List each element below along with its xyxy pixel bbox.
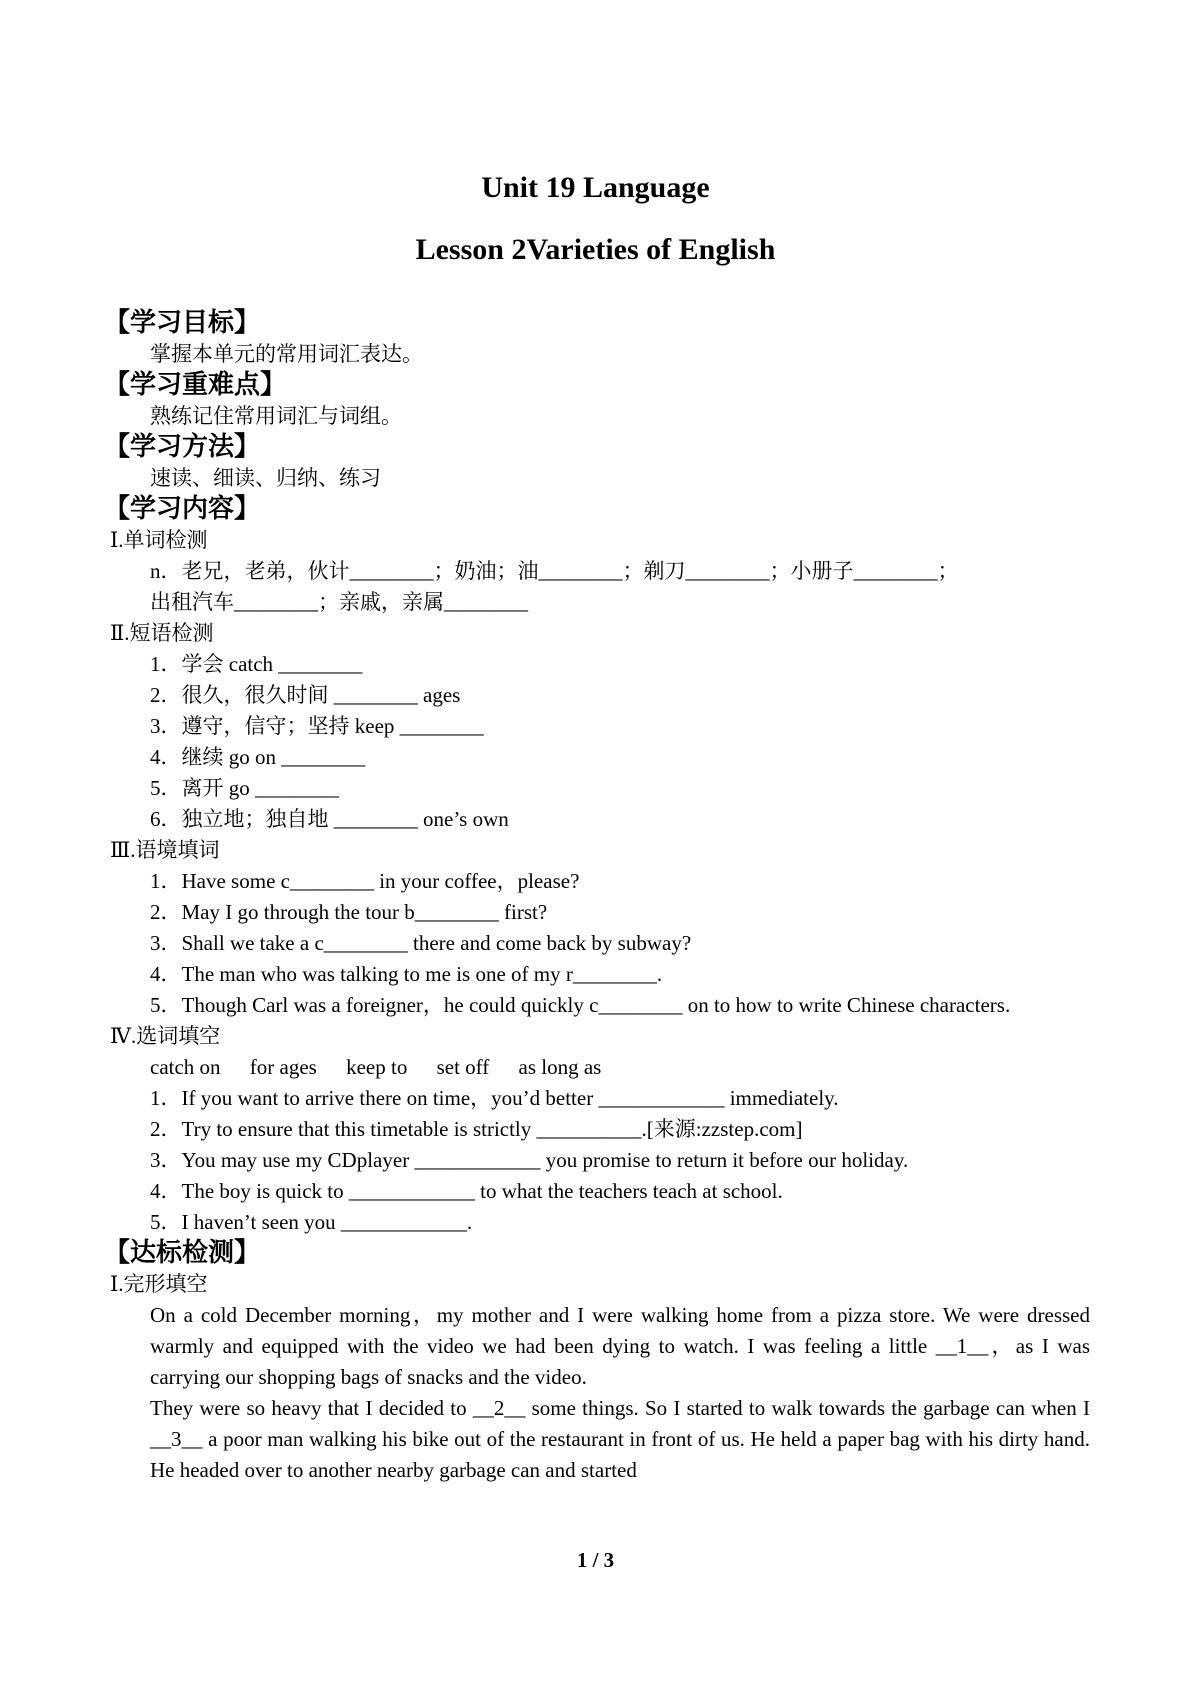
objectives-heading: 【学习目标】 [104,308,261,338]
vocab-line-1: n．老兄，老弟，伙计________；奶油；油________；剃刀________；小册子________； [150,559,959,583]
context-item: 1．Have some c________ in your coffee，please? [150,869,580,893]
vocab-line-2: 出租汽车________；亲戚，亲属________ [150,590,528,614]
objectives-text: 掌握本单元的常用词汇表达。 [150,342,423,366]
phrase-item: 3．遵守，信守；坚持 keep ________ [150,714,484,738]
word-option: for ages [249,1055,317,1079]
fill-item: 3．You may use my CDplayer ____________ you promise to return it before our holiday. [150,1148,909,1172]
context-item: 4．The man who was talking to me is one of my r________. [150,962,663,986]
key-points-heading: 【学习重难点】 [104,370,287,400]
lesson-title: Lesson 2Varieties of English [415,233,776,266]
fill-item: 1．If you want to arrive there on time，you’d better ____________ immediately. [150,1086,839,1110]
context-item: 5．Though Carl was a foreigner，he could quickly c________ on to how to write Chinese characters. [150,993,1011,1017]
section5-label: Ⅰ.完形填空 [110,1272,208,1296]
key-points-text: 熟练记住常用词汇与词组。 [150,404,402,428]
context-item: 2．May I go through the tour b________ first? [150,900,548,924]
phrase-item: 5．离开 go ________ [150,776,339,800]
assessment-heading: 【达标检测】 [104,1238,261,1268]
section2-label: Ⅱ.短语检测 [110,621,214,645]
word-option: as long as [518,1055,602,1079]
word-option: set off [436,1055,490,1079]
phrase-item: 4．继续 go on ________ [150,745,366,769]
section3-label: Ⅲ.语境填词 [110,838,220,862]
content-heading: 【学习内容】 [104,494,261,524]
worksheet-body [104,308,1090,1486]
context-item: 3．Shall we take a c________ there and come back by subway? [150,931,692,955]
word-option: keep to [346,1055,408,1079]
word-option: catch on [150,1055,221,1079]
fill-item: 4．The boy is quick to ____________ to what the teachers teach at school. [150,1179,783,1203]
unit-title: Unit 19 Language [481,171,710,204]
fill-item: 5．I haven’t seen you ____________. [150,1210,473,1234]
methods-text: 速读、细读、归纳、练习 [150,466,381,490]
methods-heading: 【学习方法】 [104,432,261,462]
phrase-item: 2．很久，很久时间 ________ ages [150,683,461,707]
phrase-item: 1．学会 catch ________ [150,652,363,676]
phrase-item: 6．独立地；独自地 ________ one’s own [150,807,509,831]
word-options [110,1052,1090,1083]
cloze-paragraph: They were so heavy that I decided to __2__ some things. So I started to walk towards the garbage can when I __3__ a poor man walking his bike out of the restaurant in front of us. He held a paper bag with his dirty hand. He headed over to another nearby garbage can and started [150,1396,1090,1482]
fill-item: 2．Try to ensure that this timetable is strictly __________.[来源:zzstep.com] [150,1117,803,1141]
section4-label: Ⅳ.选词填空 [110,1024,221,1048]
cloze-paragraph: On a cold December morning，my mother and I were walking home from a pizza store. We were dressed warmly and equipped with the video we had been dying to watch. I was feeling a little __1__，as I was carrying our shopping bags of snacks and the video. [150,1303,1090,1389]
page-number: 1 / 3 [576,1548,615,1572]
section1-label: Ⅰ.单词检测 [110,528,208,552]
